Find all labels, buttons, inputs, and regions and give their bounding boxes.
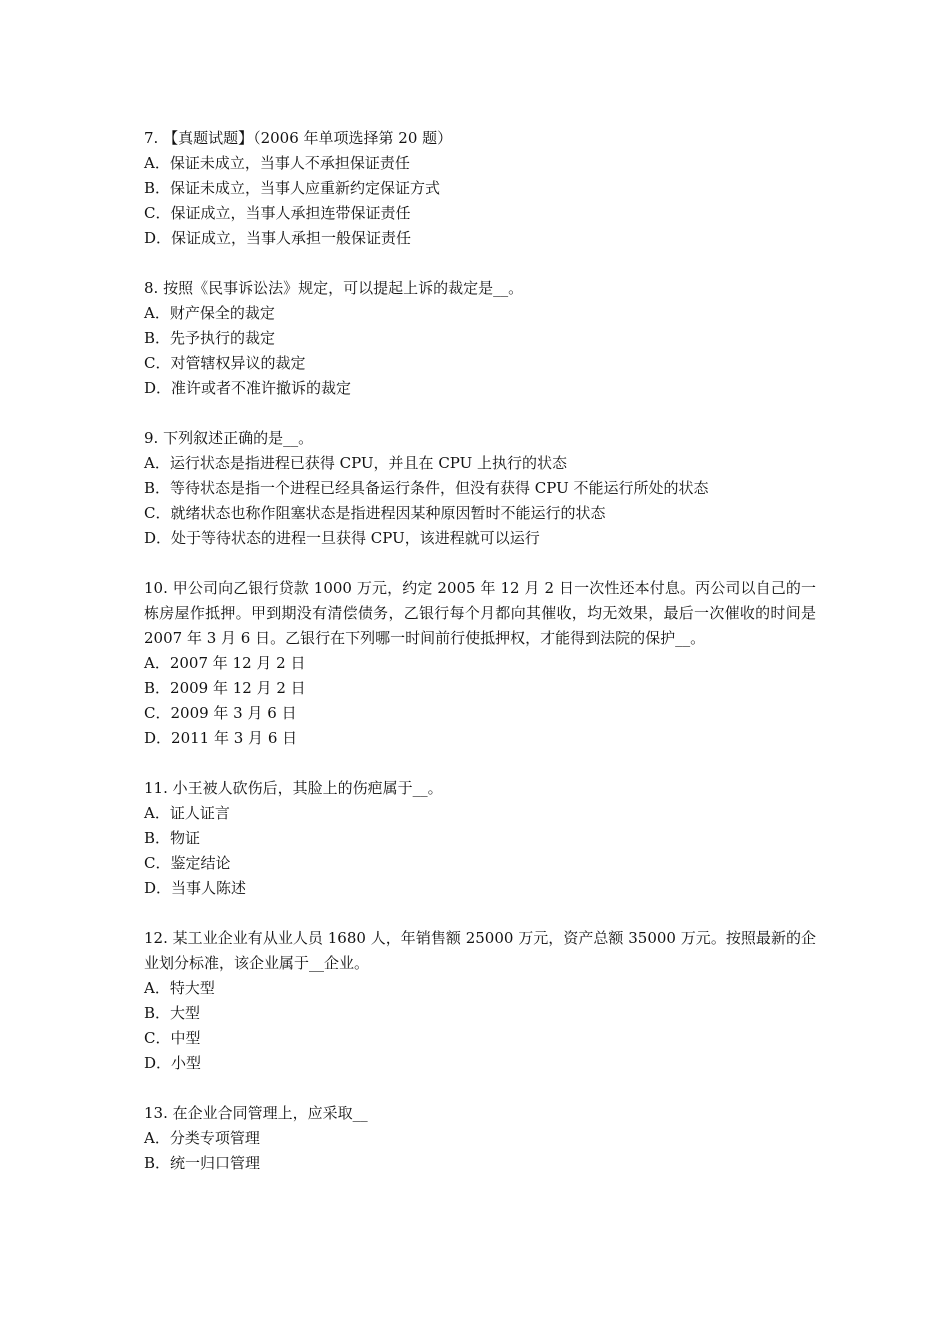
option-b: B．保证未成立，当事人应重新约定保证方式 xyxy=(144,179,441,197)
question-stem: 12. 某工业企业有从业人员 1680 人，年销售额 25000 万元，资产总额 35000 万元。按照最新的企业划分标准，该企业属于__企业。 xyxy=(144,929,816,972)
question-9 xyxy=(144,426,816,551)
question-8 xyxy=(144,276,816,401)
option-b: B．2009 年 12 月 2 日 xyxy=(144,679,306,697)
question-12 xyxy=(144,926,816,1076)
option-d: D．2011 年 3 月 6 日 xyxy=(144,729,298,747)
option-d: D．小型 xyxy=(144,1054,202,1072)
option-c: C．2009 年 3 月 6 日 xyxy=(144,704,297,722)
option-a: A．2007 年 12 月 2 日 xyxy=(144,654,306,672)
question-stem: 13. 在企业合同管理上，应采取__ xyxy=(144,1104,368,1122)
option-d: D．处于等待状态的进程一旦获得 CPU，该进程就可以运行 xyxy=(144,529,540,547)
option-d: D．准许或者不准许撤诉的裁定 xyxy=(144,379,352,397)
option-c: C．鉴定结论 xyxy=(144,854,231,872)
option-b: B．物证 xyxy=(144,829,201,847)
question-stem: 10. 甲公司向乙银行贷款 1000 万元，约定 2005 年 12 月 2 日一次性还本付息。丙公司以自己的一栋房屋作抵押。甲到期没有清偿债务，乙银行每个月都向其催收，均无效果，最后一次催收的时间是 2007 年 3 月 6 日。乙银行在下列哪一时间前行使抵押权，才能得到法院的保护__。 xyxy=(144,579,816,647)
option-a: A．特大型 xyxy=(144,979,215,997)
question-stem: 9. 下列叙述正确的是__。 xyxy=(144,429,314,447)
option-d: D．当事人陈述 xyxy=(144,879,247,897)
option-b: B．等待状态是指一个进程已经具备运行条件，但没有获得 CPU 不能运行所处的状态 xyxy=(144,479,709,497)
option-b: B．先予执行的裁定 xyxy=(144,329,276,347)
option-c: C．保证成立，当事人承担连带保证责任 xyxy=(144,204,411,222)
option-d: D．保证成立，当事人承担一般保证责任 xyxy=(144,229,412,247)
option-c: C．中型 xyxy=(144,1029,201,1047)
question-stem: 7. 【真题试题】（2006 年单项选择第 20 题） xyxy=(144,129,453,147)
question-10 xyxy=(144,576,816,751)
option-a: A．运行状态是指进程已获得 CPU，并且在 CPU 上执行的状态 xyxy=(144,454,568,472)
option-a: A．证人证言 xyxy=(144,804,230,822)
question-11 xyxy=(144,776,816,901)
question-stem: 11. 小王被人砍伤后，其脸上的伤疤属于__。 xyxy=(144,779,443,797)
question-7 xyxy=(144,126,816,251)
option-a: A．分类专项管理 xyxy=(144,1129,260,1147)
question-list xyxy=(144,126,816,1201)
option-c: C．对管辖权异议的裁定 xyxy=(144,354,306,372)
option-b: B．统一归口管理 xyxy=(144,1154,261,1172)
question-13 xyxy=(144,1101,816,1176)
option-a: A．保证未成立，当事人不承担保证责任 xyxy=(144,154,410,172)
question-stem: 8. 按照《民事诉讼法》规定，可以提起上诉的裁定是__。 xyxy=(144,279,524,297)
option-b: B．大型 xyxy=(144,1004,201,1022)
option-a: A．财产保全的裁定 xyxy=(144,304,275,322)
option-c: C．就绪状态也称作阻塞状态是指进程因某种原因暂时不能运行的状态 xyxy=(144,504,606,522)
